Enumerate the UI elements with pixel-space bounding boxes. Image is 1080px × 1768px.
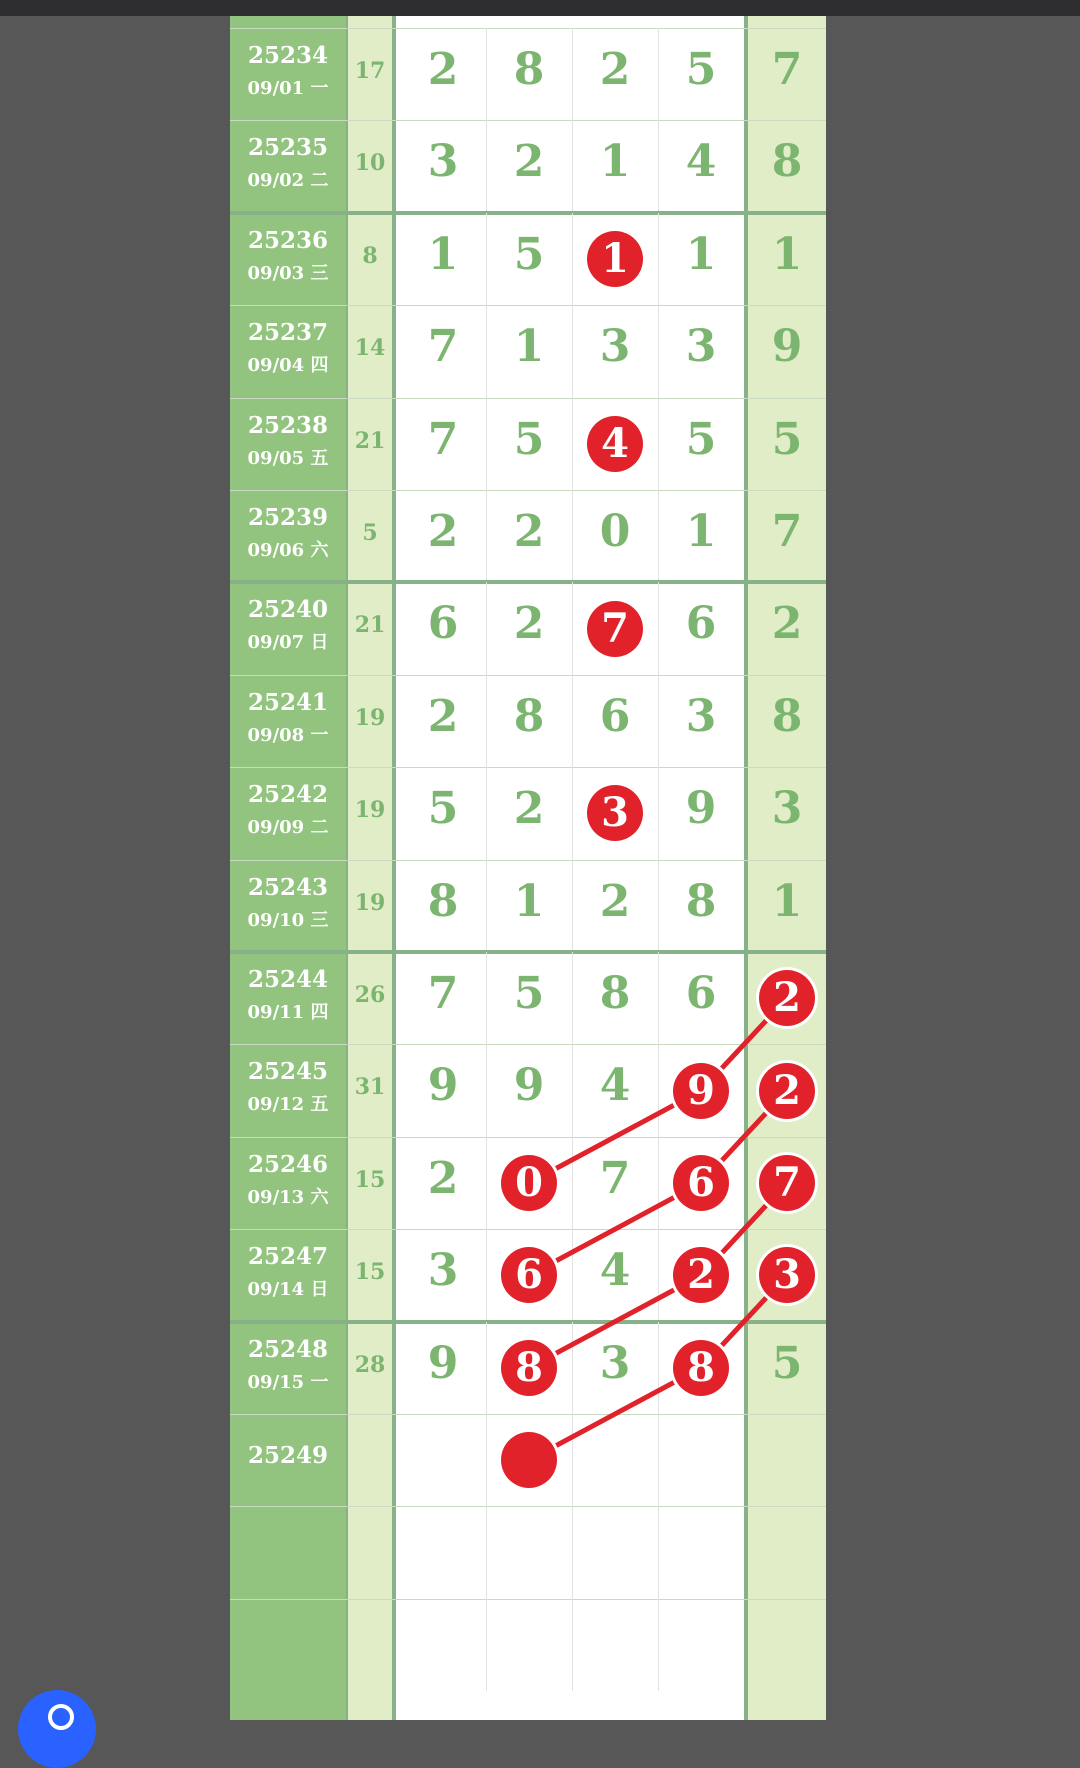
digit-sum: 21	[354, 612, 386, 639]
issue-date: 09/08 一	[247, 724, 329, 746]
issue-number: 25248	[247, 1335, 329, 1363]
issue-date: 09/10 三	[247, 909, 329, 931]
digit-cell: 1	[599, 136, 631, 188]
issue-number: 25243	[247, 873, 329, 901]
issue-date: 09/01 一	[247, 78, 329, 99]
digit-cell: 8	[513, 44, 545, 95]
last-digit-cell: 9	[771, 321, 803, 373]
issue-date: 09/11 四	[247, 1002, 329, 1023]
highlighted-digit: 7	[587, 601, 643, 657]
highlighted-digit: 0	[501, 1155, 557, 1211]
issue-number: 25246	[247, 1150, 329, 1178]
issue-date: 09/14 日	[247, 1279, 329, 1301]
issue-number: 25242	[247, 781, 329, 809]
digit-sum: 17	[354, 58, 386, 84]
digit-cell: 5	[513, 413, 545, 465]
last-digit-cell: 1	[771, 228, 803, 280]
digit-cell: 7	[427, 413, 459, 465]
digit-cell: 5	[427, 783, 459, 835]
highlighted-digit: 2	[759, 970, 815, 1026]
digit-cell: 2	[427, 44, 459, 95]
highlighted-digit: 6	[501, 1247, 557, 1303]
last-digit-cell: 2	[771, 598, 803, 650]
issue-number: 25244	[247, 966, 329, 993]
last-digit-cell: 8	[771, 690, 803, 742]
issue-number: 25239	[247, 504, 329, 531]
digit-sum: 15	[354, 1259, 386, 1286]
digit-cell: 9	[427, 1060, 459, 1112]
digit-sum: 5	[362, 520, 378, 546]
digit-cell: 1	[427, 228, 459, 280]
issue-date: 09/05 五	[247, 447, 329, 469]
digit-cell: 0	[599, 506, 631, 557]
digit-sum: 14	[354, 335, 386, 362]
highlighted-digit: 4	[587, 416, 643, 472]
highlighted-digit: 3	[759, 1247, 815, 1303]
issue-date: 09/09 二	[247, 817, 329, 839]
digit-cell: 8	[599, 968, 631, 1019]
issue-date: 09/06 六	[247, 540, 329, 561]
digit-cell: 3	[427, 136, 459, 188]
digit-cell: 9	[685, 783, 717, 835]
trend-line	[529, 998, 787, 1183]
digit-sum: 21	[354, 427, 386, 454]
digit-cell: 3	[685, 690, 717, 742]
digit-cell: 1	[513, 875, 545, 927]
issue-date: 09/12 五	[247, 1094, 329, 1116]
highlighted-digit: 2	[673, 1247, 729, 1303]
highlighted-digit: 7	[759, 1155, 815, 1211]
digit-cell: 4	[685, 136, 717, 188]
digit-sum: 19	[354, 797, 386, 824]
issue-number: 25238	[247, 411, 329, 439]
digit-cell: 5	[685, 44, 717, 95]
issue-date: 09/03 三	[247, 262, 329, 284]
issue-number: 25240	[247, 596, 329, 624]
issue-number: 25249	[247, 1442, 329, 1469]
last-digit-cell: 3	[771, 783, 803, 835]
last-digit-cell: 5	[771, 413, 803, 465]
last-digit-cell: 5	[771, 1337, 803, 1389]
issue-date: 09/15 一	[247, 1371, 329, 1393]
highlighted-digit: 6	[673, 1155, 729, 1211]
trend-line	[529, 1091, 787, 1276]
digit-sum: 26	[354, 982, 386, 1008]
issue-number: 25236	[247, 226, 329, 254]
digit-cell: 1	[513, 321, 545, 373]
highlighted-digit: 2	[759, 1063, 815, 1119]
digit-cell: 7	[599, 1152, 631, 1204]
digit-cell: 1	[685, 506, 717, 557]
issue-date: 09/07 日	[247, 632, 329, 654]
digit-sum: 10	[354, 150, 386, 177]
digit-cell: 2	[427, 690, 459, 742]
digit-cell: 2	[599, 875, 631, 927]
highlighted-digit: 3	[587, 785, 643, 841]
last-digit-cell: 1	[771, 875, 803, 927]
digit-cell: 3	[599, 321, 631, 373]
digit-cell: 2	[427, 1152, 459, 1204]
digit-cell: 3	[427, 1245, 459, 1297]
digit-sum: 31	[354, 1074, 386, 1101]
digit-cell: 8	[427, 875, 459, 927]
digit-cell: 6	[685, 598, 717, 650]
digit-cell: 5	[685, 413, 717, 465]
digit-cell: 4	[599, 1245, 631, 1297]
digit-cell: 4	[599, 1060, 631, 1112]
digit-cell: 5	[513, 968, 545, 1019]
digit-cell: 8	[513, 690, 545, 742]
digit-cell: 9	[427, 1337, 459, 1389]
digit-cell: 3	[685, 321, 717, 373]
issue-date: 09/13 六	[247, 1186, 329, 1208]
trend-line	[529, 1275, 787, 1460]
issue-number: 25237	[247, 319, 329, 347]
issue-date: 09/02 二	[247, 170, 329, 192]
last-digit-cell: 8	[771, 136, 803, 188]
digit-cell: 6	[685, 968, 717, 1019]
issue-number: 25245	[247, 1058, 329, 1086]
highlighted-digit: 8	[501, 1340, 557, 1396]
highlighted-digit: 8	[673, 1340, 729, 1396]
help-icon	[48, 1704, 74, 1730]
digit-cell: 6	[599, 690, 631, 742]
digit-sum: 15	[354, 1166, 386, 1193]
digit-cell: 2	[513, 136, 545, 188]
highlighted-digit: 1	[587, 231, 643, 287]
top-status-bar	[0, 0, 1080, 16]
digit-cell: 1	[685, 228, 717, 280]
digit-sum: 19	[354, 704, 386, 731]
last-digit-cell: 7	[771, 44, 803, 95]
digit-sum: 28	[354, 1351, 386, 1378]
issue-date: 09/04 四	[247, 355, 329, 377]
digit-cell: 3	[599, 1337, 631, 1389]
digit-cell: 7	[427, 968, 459, 1019]
digit-cell: 2	[599, 44, 631, 95]
highlighted-digit: 9	[673, 1063, 729, 1119]
digit-cell: 8	[685, 875, 717, 927]
help-button[interactable]	[18, 1690, 96, 1768]
trend-line	[529, 1183, 787, 1368]
issue-number: 25234	[247, 42, 329, 69]
digit-cell: 5	[513, 228, 545, 280]
trend-chart-table	[230, 16, 826, 1720]
highlighted-digit	[501, 1432, 557, 1488]
issue-number: 25247	[247, 1243, 329, 1271]
digit-cell: 6	[427, 598, 459, 650]
digit-cell: 7	[427, 321, 459, 373]
digit-cell: 2	[513, 598, 545, 650]
digit-sum: 8	[362, 242, 378, 269]
digit-cell: 2	[427, 506, 459, 557]
digit-cell: 9	[513, 1060, 545, 1112]
issue-number: 25241	[247, 688, 329, 716]
digit-cell: 2	[513, 783, 545, 835]
digit-cell: 2	[513, 506, 545, 557]
issue-number: 25235	[247, 134, 329, 162]
digit-sum: 19	[354, 889, 386, 916]
last-digit-cell: 7	[771, 506, 803, 557]
